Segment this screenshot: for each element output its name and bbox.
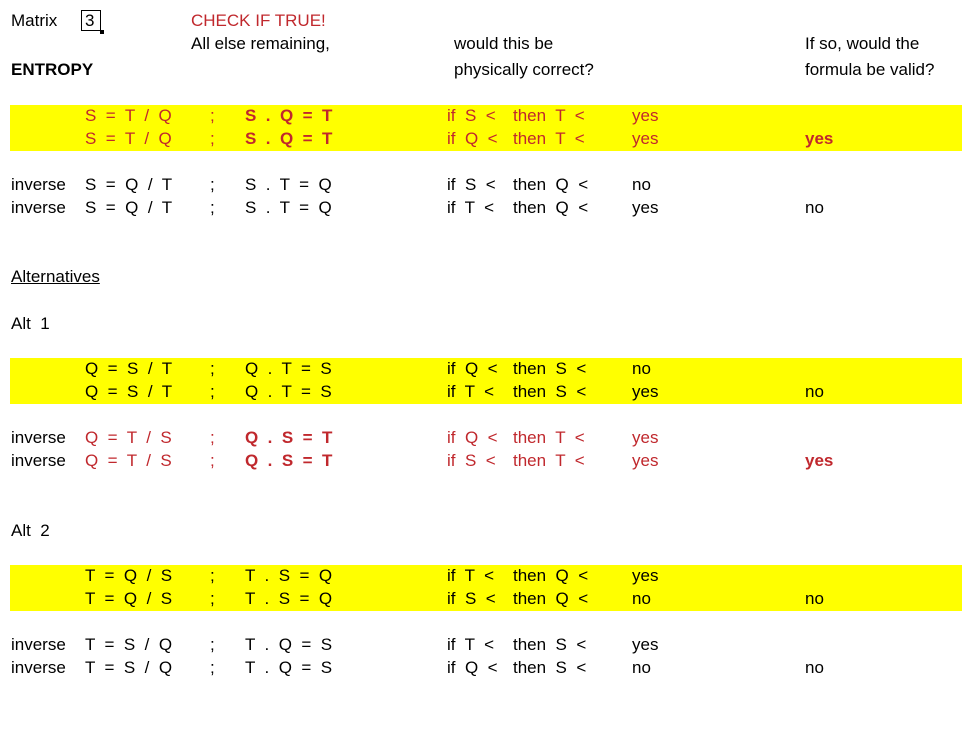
row-phys: yes — [632, 566, 659, 585]
row-product: T . S = Q — [245, 589, 333, 608]
row-prefix: inverse — [11, 428, 66, 447]
alternatives-heading: Alternatives — [11, 267, 100, 286]
row-phys: no — [632, 658, 651, 677]
row-sep: ; — [210, 129, 215, 148]
row-sep: ; — [210, 566, 215, 585]
row-formula: S = Q / T — [85, 175, 173, 194]
row-prefix: inverse — [11, 658, 66, 677]
row-product: Q . T = S — [245, 382, 332, 401]
row-prefix: inverse — [11, 451, 66, 470]
row-formula: S = T / Q — [85, 129, 172, 148]
row-product: T . Q = S — [245, 658, 333, 677]
matrix-label: Matrix — [11, 11, 58, 30]
row-cond: if T < — [447, 635, 495, 654]
col-header-condition: All else remaining, — [191, 34, 330, 53]
row-cond: if S < — [447, 589, 496, 608]
row-valid: no — [805, 382, 824, 401]
row-sep: ; — [210, 635, 215, 654]
row-cond: if Q < — [447, 428, 498, 447]
row-phys: yes — [632, 428, 659, 447]
row-sep: ; — [210, 658, 215, 677]
row-then: then T < — [513, 428, 585, 447]
row-then: then T < — [513, 106, 585, 125]
row-formula: T = Q / S — [85, 589, 173, 608]
row-valid: no — [805, 589, 824, 608]
row-prefix: inverse — [11, 635, 66, 654]
row-phys: yes — [632, 635, 659, 654]
row-product: S . T = Q — [245, 198, 332, 217]
row-cond: if T < — [447, 566, 495, 585]
row-formula: T = Q / S — [85, 566, 173, 585]
row-sep: ; — [210, 451, 215, 470]
row-formula: Q = S / T — [85, 359, 173, 378]
row-product: Q . S = T — [245, 451, 333, 470]
row-valid: no — [805, 658, 824, 677]
row-cond: if T < — [447, 198, 495, 217]
row-then: then S < — [513, 635, 587, 654]
row-prefix: inverse — [11, 198, 66, 217]
row-phys: no — [632, 589, 651, 608]
row-then: then Q < — [513, 175, 589, 194]
row-cond: if Q < — [447, 129, 498, 148]
row-formula: Q = T / S — [85, 451, 172, 470]
row-cond: if Q < — [447, 359, 498, 378]
row-product: Q . T = S — [245, 359, 332, 378]
row-sep: ; — [210, 428, 215, 447]
page-title: ENTROPY — [11, 60, 94, 79]
row-valid: no — [805, 198, 824, 217]
row-formula: S = Q / T — [85, 198, 173, 217]
col-header-valid-2: formula be valid? — [805, 60, 935, 79]
box-corner-dot — [100, 30, 104, 34]
row-phys: yes — [632, 198, 659, 217]
matrix-number: 3 — [85, 11, 95, 30]
row-product: T . Q = S — [245, 635, 333, 654]
row-phys: yes — [632, 129, 659, 148]
row-then: then S < — [513, 359, 587, 378]
row-formula: Q = T / S — [85, 428, 172, 447]
alt1-heading: Alt 1 — [11, 314, 50, 333]
row-formula: T = S / Q — [85, 658, 173, 677]
row-cond: if S < — [447, 451, 496, 470]
row-cond: if Q < — [447, 658, 498, 677]
row-product: Q . S = T — [245, 428, 333, 447]
alt2-heading: Alt 2 — [11, 521, 50, 540]
row-then: then Q < — [513, 589, 589, 608]
row-formula: S = T / Q — [85, 106, 172, 125]
row-phys: yes — [632, 106, 659, 125]
row-then: then Q < — [513, 198, 589, 217]
col-header-valid-1: If so, would the — [805, 34, 920, 53]
row-product: T . S = Q — [245, 566, 333, 585]
row-then: then T < — [513, 129, 585, 148]
row-product: S . Q = T — [245, 129, 333, 148]
row-prefix: inverse — [11, 175, 66, 194]
col-header-physical-1: would this be — [454, 34, 554, 53]
row-formula: Q = S / T — [85, 382, 173, 401]
row-sep: ; — [210, 382, 215, 401]
row-sep: ; — [210, 175, 215, 194]
row-cond: if T < — [447, 382, 495, 401]
row-phys: yes — [632, 451, 659, 470]
check-label: CHECK IF TRUE! — [191, 11, 326, 30]
row-valid: yes — [805, 451, 834, 470]
row-then: then S < — [513, 658, 587, 677]
row-then: then Q < — [513, 566, 589, 585]
row-valid: yes — [805, 129, 834, 148]
row-phys: yes — [632, 382, 659, 401]
row-then: then T < — [513, 451, 585, 470]
row-sep: ; — [210, 198, 215, 217]
row-sep: ; — [210, 106, 215, 125]
col-header-physical-2: physically correct? — [454, 60, 594, 79]
row-sep: ; — [210, 359, 215, 378]
row-cond: if S < — [447, 175, 496, 194]
row-phys: no — [632, 359, 651, 378]
row-product: S . Q = T — [245, 106, 333, 125]
row-phys: no — [632, 175, 651, 194]
row-then: then S < — [513, 382, 587, 401]
row-product: S . T = Q — [245, 175, 332, 194]
row-formula: T = S / Q — [85, 635, 173, 654]
row-cond: if S < — [447, 106, 496, 125]
row-sep: ; — [210, 589, 215, 608]
